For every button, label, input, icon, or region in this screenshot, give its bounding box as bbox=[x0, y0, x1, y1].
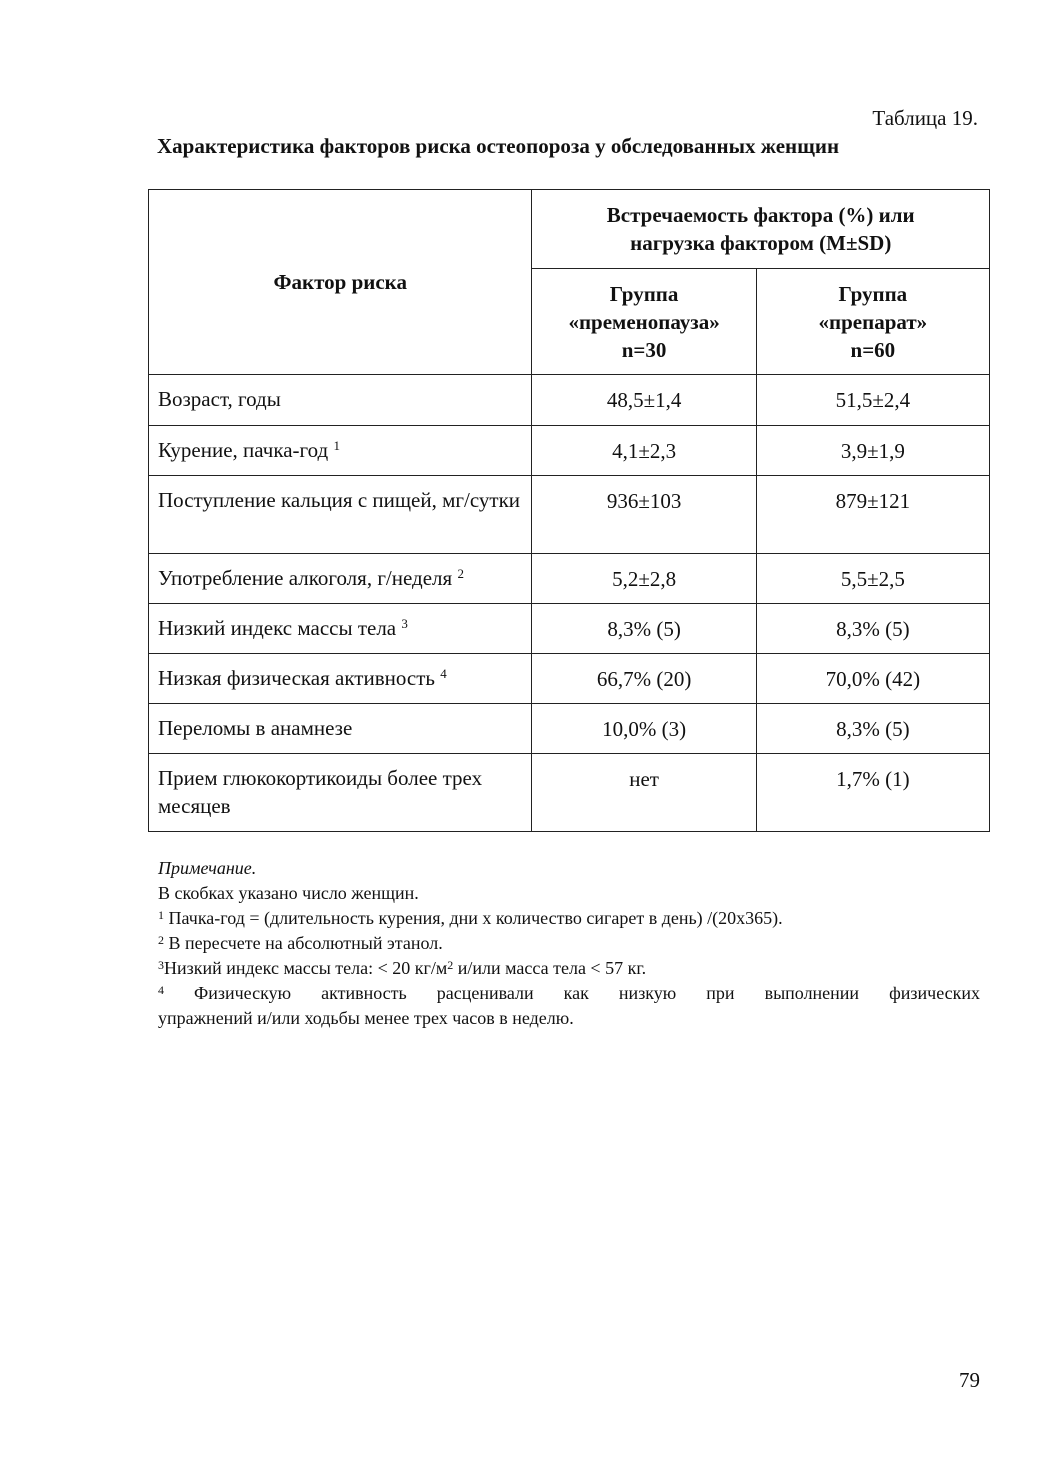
group2-line3: n=60 bbox=[850, 337, 896, 362]
header-factor: Фактор риска bbox=[149, 190, 532, 375]
footnote-3 bbox=[158, 956, 980, 981]
row-value-group2: 5,5±2,5 bbox=[756, 554, 989, 604]
row-label bbox=[149, 704, 532, 754]
group2-line2: «препарат» bbox=[818, 309, 928, 334]
row-value-group2: 879±121 bbox=[756, 476, 989, 554]
footnote-marker: 3 bbox=[158, 958, 164, 972]
table-notes bbox=[158, 856, 980, 1031]
footnote-text: Пачка-год = (длительность курения, дни х количество сигарет в день) /(20х365). bbox=[164, 908, 783, 928]
table-header-row bbox=[149, 190, 990, 269]
footnote-marker: 1 bbox=[158, 908, 164, 922]
row-value-group2: 70,0% (42) bbox=[756, 654, 989, 704]
table-row bbox=[149, 604, 990, 654]
row-label bbox=[149, 375, 532, 426]
row-label-text: Поступление кальция с пищей, мг/сутки bbox=[158, 488, 521, 512]
table-row bbox=[149, 426, 990, 476]
footnote-marker: 2 bbox=[158, 933, 164, 947]
footnote-text-cont: и/или масса тела < 57 кг. bbox=[453, 958, 647, 978]
superscript-two: 2 bbox=[447, 958, 454, 972]
page-number: 79 bbox=[959, 1368, 980, 1392]
row-label-text: Употребление алкоголя, г/неделя bbox=[158, 566, 458, 590]
row-value-group1: 5,2±2,8 bbox=[532, 554, 756, 604]
row-label bbox=[149, 754, 532, 832]
row-label-text: Курение, пачка-год bbox=[158, 438, 334, 462]
row-value-group1: нет bbox=[532, 754, 756, 832]
header-group-drug bbox=[756, 269, 989, 375]
group1-line1: Группа bbox=[609, 281, 679, 306]
row-label-text: Переломы в анамнезе bbox=[158, 716, 353, 740]
footnote-marker: 4 bbox=[158, 983, 164, 997]
risk-factors-table bbox=[148, 189, 990, 832]
group1-line3: n=30 bbox=[621, 337, 667, 362]
footnote-1 bbox=[158, 906, 980, 931]
notes-title: Примечание. bbox=[158, 858, 257, 878]
footnote-ref: 1 bbox=[333, 438, 340, 453]
row-label-text: Прием глюкокортикоиды более трех месяцев bbox=[158, 766, 483, 818]
header-group-premenopause bbox=[532, 269, 756, 375]
footnote-ref: 4 bbox=[440, 666, 447, 681]
row-value-group1: 66,7% (20) bbox=[532, 654, 756, 704]
footnote-2 bbox=[158, 931, 980, 956]
row-value-group2: 3,9±1,9 bbox=[756, 426, 989, 476]
footnote-text: Физическую активность расценивали как низкую при выполнении физических bbox=[164, 983, 980, 1003]
row-value-group1: 48,5±1,4 bbox=[532, 375, 756, 426]
table-row bbox=[149, 554, 990, 604]
group1-line2: «пременопауза» bbox=[568, 309, 720, 334]
row-label bbox=[149, 554, 532, 604]
header-occurrence: Встречаемость фактора (%) или нагрузка фактором (M±SD) bbox=[532, 190, 990, 269]
group2-line1: Группа bbox=[838, 281, 908, 306]
row-label bbox=[149, 476, 532, 554]
table-row bbox=[149, 704, 990, 754]
row-label-text: Низкая физическая активность bbox=[158, 666, 441, 690]
note-line: В скобках указано число женщин. bbox=[158, 883, 419, 903]
row-value-group1: 10,0% (3) bbox=[532, 704, 756, 754]
table-row bbox=[149, 654, 990, 704]
table-row bbox=[149, 754, 990, 832]
row-label bbox=[149, 654, 532, 704]
footnote-ref: 3 bbox=[401, 616, 408, 631]
footnote-4-cont: упражнений и/или ходьбы менее трех часов в неделю. bbox=[158, 1008, 574, 1028]
row-value-group2: 8,3% (5) bbox=[756, 704, 989, 754]
row-value-group2: 8,3% (5) bbox=[756, 604, 989, 654]
row-value-group2: 51,5±2,4 bbox=[756, 375, 989, 426]
row-value-group1: 936±103 bbox=[532, 476, 756, 554]
footnote-text: Низкий индекс массы тела: < 20 кг/м bbox=[164, 958, 448, 978]
row-label-text: Возраст, годы bbox=[158, 387, 281, 411]
footnote-4 bbox=[158, 981, 980, 1006]
row-label bbox=[149, 604, 532, 654]
table-number: Таблица 19. bbox=[872, 106, 978, 130]
row-label bbox=[149, 426, 532, 476]
row-label-text: Низкий индекс массы тела bbox=[158, 616, 402, 640]
row-value-group1: 8,3% (5) bbox=[532, 604, 756, 654]
table-title: Характеристика факторов риска остеопороза у обследованных женщин bbox=[157, 134, 840, 158]
table-row bbox=[149, 375, 990, 426]
row-value-group2: 1,7% (1) bbox=[756, 754, 989, 832]
footnote-ref: 2 bbox=[457, 566, 464, 581]
table-row bbox=[149, 476, 990, 554]
row-value-group1: 4,1±2,3 bbox=[532, 426, 756, 476]
footnote-text: В пересчете на абсолютный этанол. bbox=[164, 933, 443, 953]
